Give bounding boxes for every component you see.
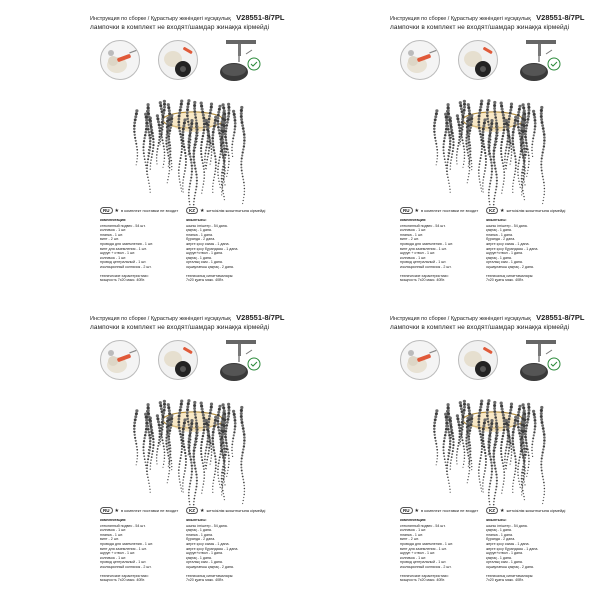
- contents-item: жерге қосу бұрандасы - 1 дана.: [486, 546, 539, 551]
- legend-ru-text: в комплект поставки не входит: [420, 508, 479, 513]
- contents-item: колпачок - 1 шт.: [400, 228, 427, 233]
- legend-kz-text: жеткізілім жиынтығына кірмейді: [506, 508, 566, 513]
- contents-item: шуруп+ствол - 1 дана.: [486, 551, 524, 556]
- contents-item: қақпақ - 1 дана.: [486, 555, 512, 560]
- model-number: V28551-8/7PL: [536, 313, 585, 322]
- star-icon: ★: [200, 208, 205, 214]
- contents-title: комплектация:: [100, 518, 127, 522]
- contents-item: планка - 1 шт.: [100, 532, 123, 537]
- mounting-bracket-diagram: [516, 336, 564, 384]
- step-diagram-mounting: [216, 36, 264, 84]
- star-icon: ★: [114, 508, 119, 514]
- sheet-title: Инструкция по сборке / Құрастыру жөніндегі нұсқаулық: [390, 16, 531, 22]
- contents-item: шуруп + ствол - 1 шт.: [100, 251, 136, 256]
- step-diagram-mounting: [516, 336, 564, 384]
- contents-item: винт для заземления - 1 шт.: [400, 546, 447, 551]
- package-contents-ru: [100, 518, 184, 583]
- contents-item: оқшаулағыш қақпақ - 2 дана.: [186, 264, 234, 269]
- contents-item: изоляционный колпачок - 2 шт.: [100, 264, 152, 269]
- contents-item: шуруп + ствол - 1 шт.: [100, 551, 136, 556]
- language-badge-ru: RU: [400, 207, 413, 214]
- package-contents-kz: [486, 218, 570, 283]
- legend-ru: [400, 207, 478, 214]
- step-photo-screwdriver: [100, 40, 140, 80]
- instruction-sheet: [300, 0, 600, 300]
- chandelier-product-image: [128, 90, 258, 208]
- contents-item: колпачок - 1 шт.: [100, 255, 127, 260]
- chandelier-illustration: [128, 90, 258, 208]
- contents-item: планка - 1 дана.: [486, 532, 513, 537]
- contents-item: винт - 2 шт.: [400, 537, 419, 542]
- contents-item: бұранда - 2 дана.: [186, 237, 216, 242]
- tech-specs-text: мощность 7х20 макс. 40Вт.: [100, 278, 145, 283]
- tech-specs-text: мощность 7х20 макс. 40Вт.: [100, 578, 145, 583]
- mounting-hand-illustration: [459, 41, 497, 79]
- tech-specs-text: 7х20 қуаты макс. 40Вт.: [486, 278, 524, 283]
- mounting-hand-illustration: [159, 41, 197, 79]
- contents-title: жиынтығы:: [186, 518, 207, 522]
- contents-item: орталық сым - 1 дана.: [486, 260, 523, 265]
- legend-kz-text: жеткізілім жиынтығына кірмейді: [506, 208, 566, 213]
- contents-item: планка - 1 шт.: [400, 232, 423, 237]
- legend-ru: [100, 507, 178, 514]
- contents-item: қақпақ - 1 дана.: [186, 528, 212, 533]
- legend-ru-text: в комплект поставки не входит: [120, 208, 179, 213]
- sheet-title-line: [90, 14, 290, 23]
- tech-specs-title: технические характеристики:: [400, 273, 449, 278]
- contents-item: колпачок - 1 шт.: [100, 528, 127, 533]
- step-photo-attach: [158, 340, 198, 380]
- sheet-title-line: [90, 314, 290, 323]
- contents-item: изоляционный колпачок - 2 шт.: [100, 564, 152, 569]
- contents-item: шуруп + ствол - 1 шт.: [400, 251, 436, 256]
- step-photo-attach: [458, 40, 498, 80]
- chandelier-product-image: [428, 90, 558, 208]
- contents-item: провода для заземления - 1 шт.: [400, 241, 453, 246]
- model-number: V28551-8/7PL: [236, 313, 285, 322]
- contents-item: жерге қосу бұрандасы - 1 дана.: [186, 546, 239, 551]
- contents-item: орталық сым - 1 дана.: [186, 260, 223, 265]
- contents-item: шыны ілгіштер - 54 дана.: [486, 523, 528, 528]
- language-badge-ru: RU: [100, 207, 113, 214]
- contents-item: провод центральный - 1 шт.: [400, 560, 447, 565]
- contents-item: жерге қосу сымы - 1 дана.: [186, 241, 230, 246]
- contents-item: шуруп+ствол - 1 дана.: [186, 251, 224, 256]
- contents-item: қақпақ - 1 дана.: [486, 255, 512, 260]
- chandelier-product-image: [428, 390, 558, 508]
- contents-item: винт для заземления - 1 шт.: [100, 546, 147, 551]
- model-number: V28551-8/7PL: [536, 13, 585, 22]
- contents-item: провод центральный - 1 шт.: [100, 260, 147, 265]
- bulbs-notice: лампочки в комплект не входят/шамдар жинаққа кірмейді: [90, 324, 270, 331]
- contents-item: планка - 1 шт.: [400, 532, 423, 537]
- contents-title: жиынтығы:: [486, 218, 507, 222]
- contents-item: оқшаулағыш қақпақ - 2 дана.: [486, 564, 534, 569]
- step-photo-attach: [458, 340, 498, 380]
- contents-item: колпачок - 1 шт.: [100, 555, 127, 560]
- tech-specs-title: технические характеристики:: [100, 573, 149, 578]
- tech-specs-text: мощность 7х20 макс. 40Вт.: [400, 278, 445, 283]
- contents-item: оқшаулағыш қақпақ - 2 дана.: [486, 264, 534, 269]
- contents-item: винт - 2 шт.: [100, 237, 119, 242]
- mounting-hand-illustration: [459, 341, 497, 379]
- contents-item: стеклянный подвес - 54 шт.: [400, 223, 446, 228]
- contents-item: жерге қосу сымы - 1 дана.: [186, 541, 230, 546]
- contents-title: комплектация:: [400, 218, 427, 222]
- contents-item: қақпақ - 1 дана.: [186, 228, 212, 233]
- contents-item: шуруп+ствол - 1 дана.: [486, 251, 524, 256]
- bulbs-notice: лампочки в комплект не входят/шамдар жинаққа кірмейді: [390, 24, 570, 31]
- contents-item: жерге қосу бұрандасы - 1 дана.: [186, 246, 239, 251]
- contents-item: стеклянный подвес - 54 шт.: [400, 523, 446, 528]
- step-photo-attach: [158, 40, 198, 80]
- contents-title: жиынтығы:: [186, 218, 207, 222]
- screwdriver-hand-illustration: [101, 341, 139, 379]
- language-badge-kz: KZ: [186, 507, 198, 514]
- package-contents-ru: [100, 218, 184, 283]
- step-photo-screwdriver: [100, 340, 140, 380]
- screwdriver-hand-illustration: [401, 41, 439, 79]
- chandelier-product-image: [128, 390, 258, 508]
- bulbs-notice: лампочки в комплект не входят/шамдар жинаққа кірмейді: [390, 324, 570, 331]
- tech-specs-title: технические характеристики:: [400, 573, 449, 578]
- star-icon: ★: [114, 208, 119, 214]
- contents-title: комплектация:: [100, 218, 127, 222]
- package-contents-ru: [400, 218, 484, 283]
- contents-item: шыны ілгіштер - 54 дана.: [186, 223, 228, 228]
- tech-specs-title: технические характеристики:: [100, 273, 149, 278]
- legend-kz: [186, 507, 265, 514]
- sheet-header: [90, 314, 290, 332]
- sheet-header: [90, 14, 290, 32]
- mounting-bracket-diagram: [216, 336, 264, 384]
- tech-specs-title: техникалық сипаттамалары:: [186, 573, 234, 578]
- instruction-sheet: [0, 300, 300, 600]
- legend-kz: [186, 207, 265, 214]
- package-contents-kz: [186, 518, 270, 583]
- contents-item: жерге қосу сымы - 1 дана.: [486, 541, 530, 546]
- tech-specs-text: 7х20 қуаты макс. 40Вт.: [186, 278, 224, 283]
- contents-item: қақпақ - 1 дана.: [486, 228, 512, 233]
- legend-kz: [486, 207, 565, 214]
- package-contents-kz: [486, 518, 570, 583]
- step-photo-screwdriver: [400, 40, 440, 80]
- sheet-title: Инструкция по сборке / Құрастыру жөніндегі нұсқаулық: [90, 316, 231, 322]
- language-badge-ru: RU: [400, 507, 413, 514]
- contents-item: провода для заземления - 1 шт.: [100, 241, 153, 246]
- sheet-title: Инструкция по сборке / Құрастыру жөніндегі нұсқаулық: [90, 16, 231, 22]
- contents-item: бұранда - 2 дана.: [486, 237, 516, 242]
- contents-item: орталық сым - 1 дана.: [486, 560, 523, 565]
- sheet-title-line: [390, 14, 590, 23]
- chandelier-illustration: [128, 390, 258, 508]
- star-icon: ★: [200, 508, 205, 514]
- contents-item: винт для заземления - 1 шт.: [400, 246, 447, 251]
- contents-item: шуруп + ствол - 1 шт.: [400, 551, 436, 556]
- contents-title: жиынтығы:: [486, 518, 507, 522]
- contents-item: жерге қосу сымы - 1 дана.: [486, 241, 530, 246]
- contents-item: провода для заземления - 1 шт.: [400, 541, 453, 546]
- legend-ru: [400, 507, 478, 514]
- contents-item: провода для заземления - 1 шт.: [100, 541, 153, 546]
- legend-kz-text: жеткізілім жиынтығына кірмейді: [206, 208, 266, 213]
- mounting-bracket-diagram: [516, 36, 564, 84]
- contents-item: оқшаулағыш қақпақ - 2 дана.: [186, 564, 234, 569]
- contents-item: колпачок - 1 шт.: [100, 228, 127, 233]
- mounting-bracket-diagram: [216, 36, 264, 84]
- screwdriver-hand-illustration: [401, 341, 439, 379]
- contents-item: шуруп+ствол - 1 дана.: [186, 551, 224, 556]
- contents-item: қақпақ - 1 дана.: [186, 555, 212, 560]
- contents-item: орталық сым - 1 дана.: [186, 560, 223, 565]
- contents-item: планка - 1 дана.: [486, 232, 513, 237]
- legend-ru: [100, 207, 178, 214]
- contents-title: комплектация:: [400, 518, 427, 522]
- contents-item: планка - 1 шт.: [100, 232, 123, 237]
- language-badge-kz: KZ: [486, 507, 498, 514]
- language-badge-kz: KZ: [186, 207, 198, 214]
- package-contents-ru: [400, 518, 484, 583]
- star-icon: ★: [500, 508, 505, 514]
- star-icon: ★: [414, 208, 419, 214]
- instruction-sheet: [300, 300, 600, 600]
- legend-ru-text: в комплект поставки не входит: [420, 208, 479, 213]
- language-badge-ru: RU: [100, 507, 113, 514]
- tech-specs-text: 7х20 қуаты макс. 40Вт.: [186, 578, 224, 583]
- sheet-title: Инструкция по сборке / Құрастыру жөніндегі нұсқаулық: [390, 316, 531, 322]
- contents-item: бұранда - 2 дана.: [486, 537, 516, 542]
- legend-ru-text: в комплект поставки не входит: [120, 508, 179, 513]
- chandelier-illustration: [428, 390, 558, 508]
- contents-item: қақпақ - 1 дана.: [186, 255, 212, 260]
- sheet-header: [390, 14, 590, 32]
- contents-item: винт - 2 шт.: [400, 237, 419, 242]
- instruction-sheet: [0, 0, 300, 300]
- step-diagram-mounting: [516, 36, 564, 84]
- tech-specs-title: техникалық сипаттамалары:: [486, 573, 534, 578]
- mounting-hand-illustration: [159, 341, 197, 379]
- sheet-title-line: [390, 314, 590, 323]
- contents-item: шыны ілгіштер - 54 дана.: [186, 523, 228, 528]
- contents-item: шыны ілгіштер - 54 дана.: [486, 223, 528, 228]
- step-photo-screwdriver: [400, 340, 440, 380]
- contents-item: колпачок - 1 шт.: [400, 528, 427, 533]
- contents-item: қақпақ - 1 дана.: [486, 528, 512, 533]
- contents-item: планка - 1 дана.: [186, 532, 213, 537]
- star-icon: ★: [500, 208, 505, 214]
- contents-item: винт - 2 шт.: [100, 537, 119, 542]
- chandelier-illustration: [428, 90, 558, 208]
- contents-item: провод центральный - 1 шт.: [100, 560, 147, 565]
- tech-specs-title: техникалық сипаттамалары:: [486, 273, 534, 278]
- contents-item: винт для заземления - 1 шт.: [100, 246, 147, 251]
- legend-kz: [486, 507, 565, 514]
- contents-item: бұранда - 2 дана.: [186, 537, 216, 542]
- star-icon: ★: [414, 508, 419, 514]
- step-diagram-mounting: [216, 336, 264, 384]
- contents-item: планка - 1 дана.: [186, 232, 213, 237]
- tech-specs-text: 7х20 қуаты макс. 40Вт.: [486, 578, 524, 583]
- contents-item: изоляционный колпачок - 2 шт.: [400, 264, 452, 269]
- sheet-header: [390, 314, 590, 332]
- bulbs-notice: лампочки в комплект не входят/шамдар жинаққа кірмейді: [90, 24, 270, 31]
- contents-item: стеклянный подвес - 54 шт.: [100, 523, 146, 528]
- contents-item: изоляционный колпачок - 2 шт.: [400, 564, 452, 569]
- contents-item: жерге қосу бұрандасы - 1 дана.: [486, 246, 539, 251]
- model-number: V28551-8/7PL: [236, 13, 285, 22]
- contents-item: стеклянный подвес - 54 шт.: [100, 223, 146, 228]
- tech-specs-text: мощность 7х20 макс. 40Вт.: [400, 578, 445, 583]
- language-badge-kz: KZ: [486, 207, 498, 214]
- package-contents-kz: [186, 218, 270, 283]
- contents-item: колпачок - 1 шт.: [400, 555, 427, 560]
- legend-kz-text: жеткізілім жиынтығына кірмейді: [206, 508, 266, 513]
- contents-item: провод центральный - 1 шт.: [400, 260, 447, 265]
- screwdriver-hand-illustration: [101, 41, 139, 79]
- contents-item: колпачок - 1 шт.: [400, 255, 427, 260]
- tech-specs-title: техникалық сипаттамалары:: [186, 273, 234, 278]
